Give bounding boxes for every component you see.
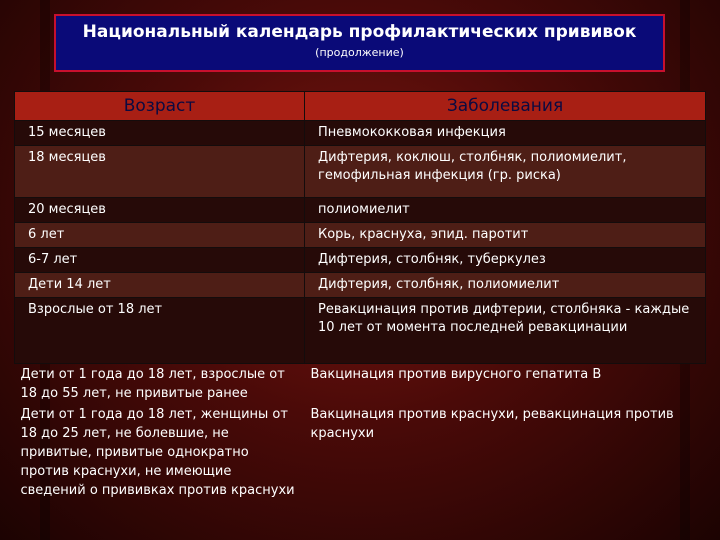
page-title: Национальный календарь профилактических прививок — [82, 22, 637, 42]
age-cell: Дети от 1 года до 18 лет, женщины от 18 до 25 лет, не болевшие, не привитые, привитые однократно против краснухи, не имеющие сведений о прививках против краснухи — [20, 407, 295, 498]
age-cell: 20 месяцев — [15, 198, 305, 223]
table-row — [15, 146, 706, 198]
age-cell: 6-7 лет — [15, 248, 305, 273]
disease-cell: Дифтерия, столбняк, туберкулез — [305, 248, 706, 273]
disease-cell: Корь, краснуха, эпид. паротит — [305, 223, 706, 248]
table-row — [15, 223, 706, 248]
title-box — [54, 14, 665, 72]
disease-cell: Дифтерия, коклюш, столбняк, полиомиелит, гемофильная инфекция (гр. риска) — [305, 146, 706, 198]
disease-cell: Дифтерия, столбняк, полиомиелит — [305, 273, 706, 298]
disease-cell: полиомиелит — [305, 198, 706, 223]
age-cell: 15 месяцев — [15, 121, 305, 146]
age-cell: Дети 14 лет — [15, 273, 305, 298]
disease-cell: Ревакцинация против дифтерии, столбняка - каждые 10 лет от момента последней ревакцинации — [305, 298, 706, 364]
age-cell: Взрослые от 18 лет — [15, 298, 305, 364]
table-row — [15, 273, 706, 298]
table-header-row — [15, 92, 706, 121]
table-row — [15, 198, 706, 223]
disease-cell: Пневмококковая инфекция — [305, 121, 706, 146]
table-row — [15, 298, 706, 364]
vaccination-table — [14, 91, 706, 501]
column-header-age: Возраст — [15, 92, 305, 121]
disease-cell: Вакцинация против краснухи, ревакцинация против краснухи — [310, 407, 674, 441]
age-cell: 6 лет — [15, 223, 305, 248]
table-row — [15, 248, 706, 273]
column-header-diseases: Заболевания — [305, 92, 706, 121]
age-cell: Дети от 1 года до 18 лет, взрослые от 18 до 55 лет, не привитые ранее — [20, 367, 285, 401]
table-row — [15, 364, 706, 405]
page-subtitle: (продолжение) — [315, 46, 404, 59]
table-row — [15, 404, 706, 501]
age-cell: 18 месяцев — [15, 146, 305, 198]
table-row — [15, 121, 706, 146]
disease-cell: Вакцинация против вирусного гепатита В — [310, 367, 602, 382]
